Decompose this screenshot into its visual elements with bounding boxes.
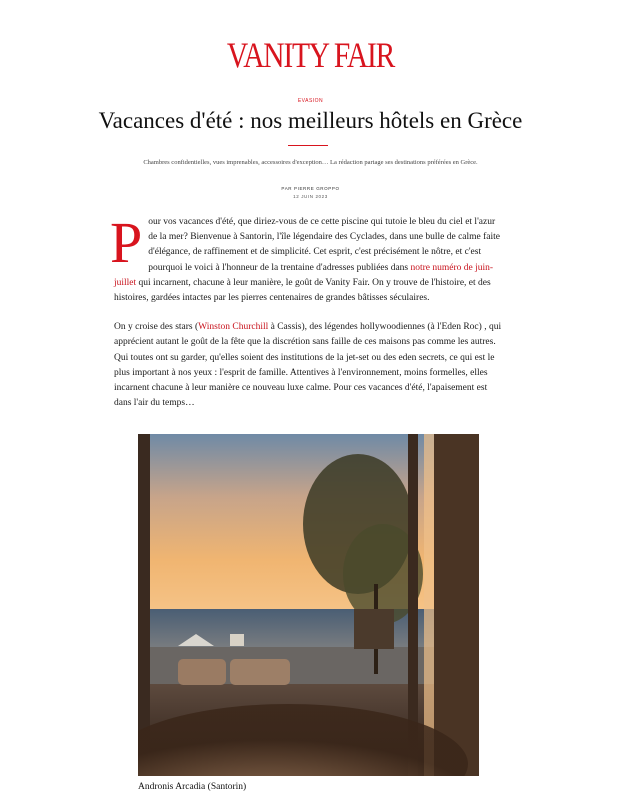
article-paragraph-2 bbox=[114, 320, 504, 411]
article-byline[interactable]: PAR PIERRE GROPPO bbox=[281, 186, 340, 191]
article-dek: Chambres confidentielles, vues imprenables, accessoires d'exception… La rédaction partage ses destinations préférées en Grèce. bbox=[143, 159, 478, 166]
article-date: 12 JUIN 2023 bbox=[293, 194, 328, 199]
paragraph-1-text-b: qui incarnent, chacune à leur manière, le goût de Vanity Fair. On y trouve de l'histoire, et des histoires, gardées intactes par les pierres centenaires de grandes bâtisses séculaires. bbox=[114, 277, 491, 304]
article-body bbox=[110, 210, 504, 425]
vanity-fair-logo[interactable]: VANITY FAIR bbox=[226, 35, 395, 75]
article-title: Vacances d'été : nos meilleurs hôtels en Grèce bbox=[98, 108, 523, 133]
winston-churchill-link[interactable]: Winston Churchill bbox=[198, 322, 269, 333]
title-divider bbox=[288, 145, 328, 146]
paragraph-2-text-b: à Cassis), des légendes hollywoodiennes (à l'Eden Roc) , qui apprécient autant le goût de la fête que la discrétion sans faille de ces maisons pas comme les autres. Qui toutes ont su garder, qu'elles soient des institutions de la jet-set ou des eden secrets, ce qui est le plus important à nos yeux : l'esprit de famille. Attentives à l'environnement, moins formelles, elles incarnent chacune à leur manière ce nouveau luxe calme. Pour ces vacances d'été, l'apaisement est dans l'air du temps… bbox=[114, 322, 502, 409]
hotel-photo bbox=[138, 434, 479, 776]
issue-link[interactable]: notre numéro de juin-juillet bbox=[114, 262, 494, 288]
drop-cap: P bbox=[110, 210, 143, 275]
photo-caption: Andronis Arcadia (Santorin) bbox=[138, 782, 247, 792]
paragraph-2-text-a: On y croise des stars ( bbox=[114, 322, 199, 333]
paragraph-1-text-a: our vos vacances d'été, que diriez-vous de ce cette piscine qui tutoie le bleu du ciel et l'azur de la mer? Bienvenue à Santorin, l'île légendaire des Cyclades, dans une bulle de calme faite d'élégance, de raffinement et de simplicité. Cet esprit, c'est précisément le nôtre, et c'est pourquoi le voici à l'honneur de la trentaine d'adresses publiées dans bbox=[148, 217, 501, 273]
article-paragraph-1 bbox=[110, 210, 504, 306]
article-rubric[interactable]: EVASION bbox=[297, 98, 324, 104]
